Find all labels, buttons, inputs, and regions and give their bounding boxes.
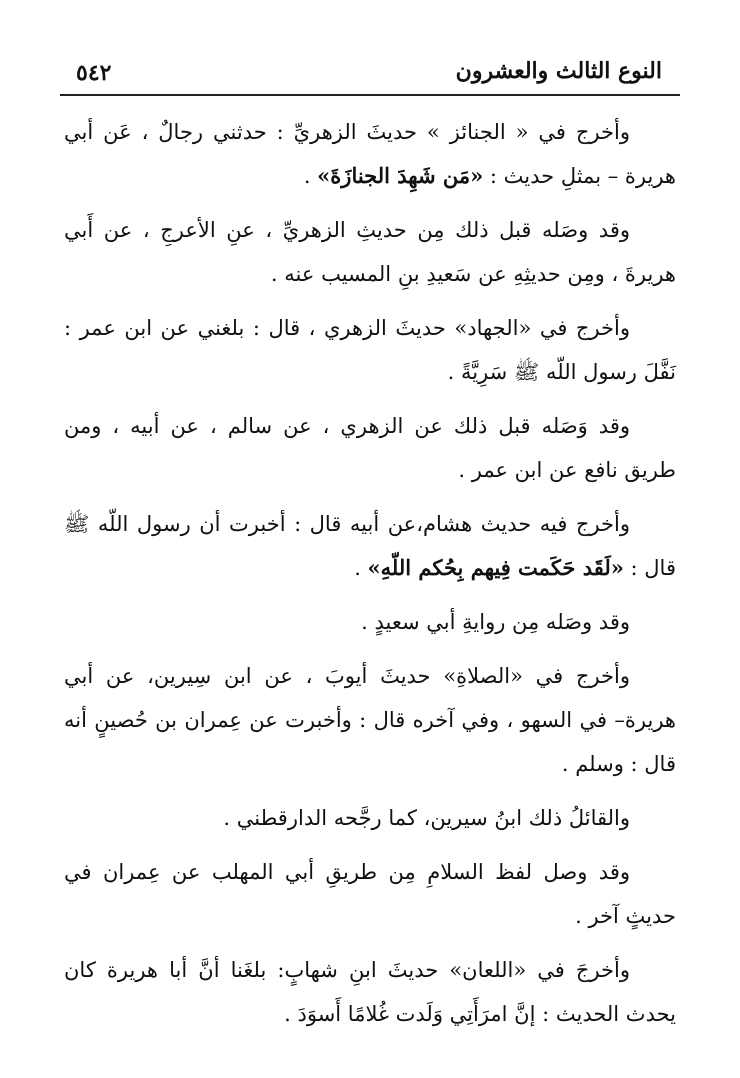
paragraph-text: وأخرجَ في «اللعان» حديثَ ابنِ شهابٍ: بلغَنا أنَّ أبا هريرة كان يحدث الحديث : إنَّ امرَأَتِي وَلَدت غُلامًا أَسوَدَ . xyxy=(64,958,676,1026)
paragraph-text: وقد وصَله مِن روايةِ أبي سعيدٍ . xyxy=(361,610,630,634)
paragraph-text: وقد وصَله قبل ذلك مِن حديثِ الزهريِّ ، عنِ الأعرجِ ، عن أَبي هريرةَ ، ومِن حديثِهِ عن سَعيدِ بنِ المسيب عنه . xyxy=(64,218,676,286)
paragraph-text: وقد وَصَله قبل ذلك عن الزهري ، عن سالم ، عن أبيه ، ومن طريق نافع عن ابن عمر . xyxy=(64,414,676,482)
running-title: النوع الثالث والعشرون xyxy=(455,58,662,84)
paragraph-text: وقد وصل لفظ السلامِ مِن طريقِ أبي المهلب عن عِمران في حديثٍ آخر . xyxy=(64,860,676,928)
hadith-quote: «مَن شَهِدَ الجنازَةَ» xyxy=(317,163,484,188)
paragraph-text: وأخرج فيه حديث هشام،عن أبيه قال : أخبرت أن رسول اللّه ﷺ قال : xyxy=(64,512,676,580)
paragraph-text: وأخرج في «الجهاد» حديثَ الزهري ، قال : بلغني عن ابن عمر : نَفَّلَ رسول اللّه ﷺ سَرِيَّةً . xyxy=(64,316,676,384)
book-page xyxy=(60,50,680,1050)
paragraph xyxy=(60,404,680,492)
paragraph-text: والقائلُ ذلك ابنُ سيرين، كما رجَّحه الدارقطني . xyxy=(223,806,630,830)
paragraph xyxy=(60,796,680,840)
paragraph xyxy=(60,600,680,644)
paragraph xyxy=(60,306,680,394)
page-header xyxy=(60,50,680,96)
paragraph xyxy=(60,208,680,296)
paragraph xyxy=(60,110,680,198)
paragraph xyxy=(60,850,680,938)
paragraph-end: . xyxy=(303,164,318,188)
paragraph xyxy=(60,502,680,590)
paragraph xyxy=(60,654,680,786)
paragraph-end: . xyxy=(354,556,368,580)
hadith-quote: «لَقَد حَكَمت فِيهم بِحُكم اللّهِ» xyxy=(367,555,624,580)
page-body xyxy=(60,96,680,1036)
paragraph-text: وأخرج في «الصلاةِ» حديثَ أيوبَ ، عن ابن سِيرين، عن أبي هريرة– في السهو ، وفي آخره قال : وأخبرت عن عِمران بن حُصينٍ أنه قال : وسلم . xyxy=(64,664,676,776)
paragraph-text: وأخرج في « الجنائز » حديثَ الزهريِّ : حدثني رجالٌ ، عَن أبي هريرة – بمثلِ حديث : xyxy=(64,120,676,188)
paragraph xyxy=(60,948,680,1036)
page-number: ٥٤٢ xyxy=(76,60,112,86)
